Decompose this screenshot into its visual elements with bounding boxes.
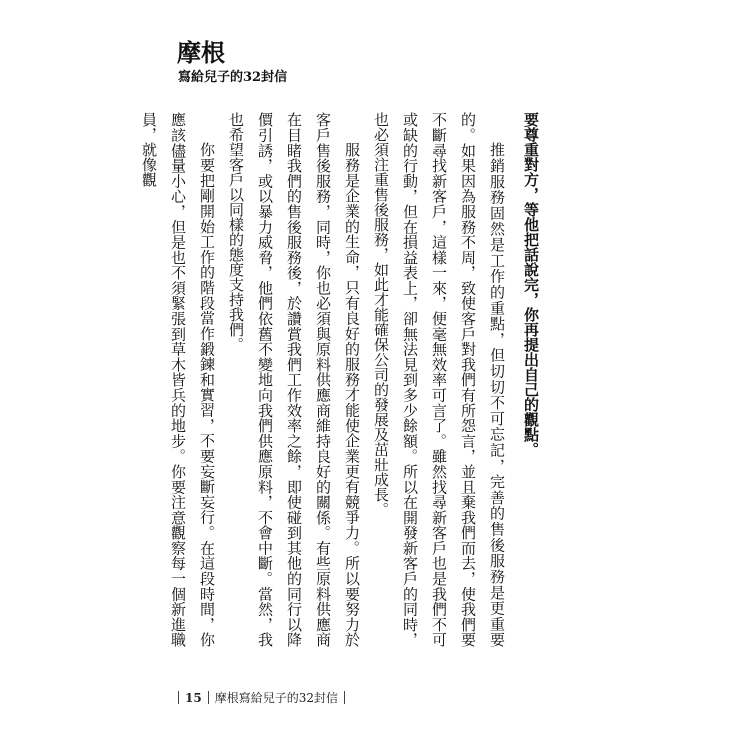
book-subtitle: 寫給兒子的32封信	[178, 70, 288, 85]
section-heading: 要尊重對方，等他把話說完，你再提出自己的觀點。	[522, 112, 540, 457]
footer-divider-middle	[208, 691, 209, 704]
page-footer	[172, 690, 351, 706]
paragraph-3: 你要把剛開始工作的階段當作鍛鍊和實習，不要妄斷妄行。在這段時間，你應該儘量小心，但是也不須緊張到草木皆兵的地步。你要注意觀察每一個新進職員，就像觀	[140, 112, 216, 647]
footer-divider-right	[344, 691, 345, 704]
vertical-body-text	[140, 112, 545, 647]
footer-divider-left	[178, 691, 179, 704]
paragraph-2: 服務是企業的生命，只有良好的服務才能使企業更有競爭力。所以要努力於客戶售後服務，同時，你也必須與原料供應商維持良好的關係。有些原料供應商在目睹我們的售後服務後，於讚賞我們工作效率之餘，即使碰到其他的同行以降價引誘，或以暴力威脅，他們依舊不變地向我們供應原料，不會中斷。當然，我也希望客戶以同樣的態度支持我們。	[227, 112, 361, 647]
book-title: 摩根	[177, 38, 225, 67]
paragraph-1: 推銷服務固然是工作的重點，但切切不可忘記，完善的售後服務是更重要的。如果因為服務不周，致使客戶對我們有所怨言，並且棄我們而去，使我們要不斷尋找新客戶，這樣一來，便毫無效率可言了。雖然找尋新客戶也是我們不可或缺的行動，但在損益表上，卻無法見到多少餘額。所以在開發新客戶的同時，也必須注重售後服務，如此才能確保公司的發展及茁壯成長。	[372, 112, 506, 647]
footer-book-title: 摩根寫給兒子的32封信	[214, 691, 338, 705]
page-number: 15	[185, 691, 202, 705]
